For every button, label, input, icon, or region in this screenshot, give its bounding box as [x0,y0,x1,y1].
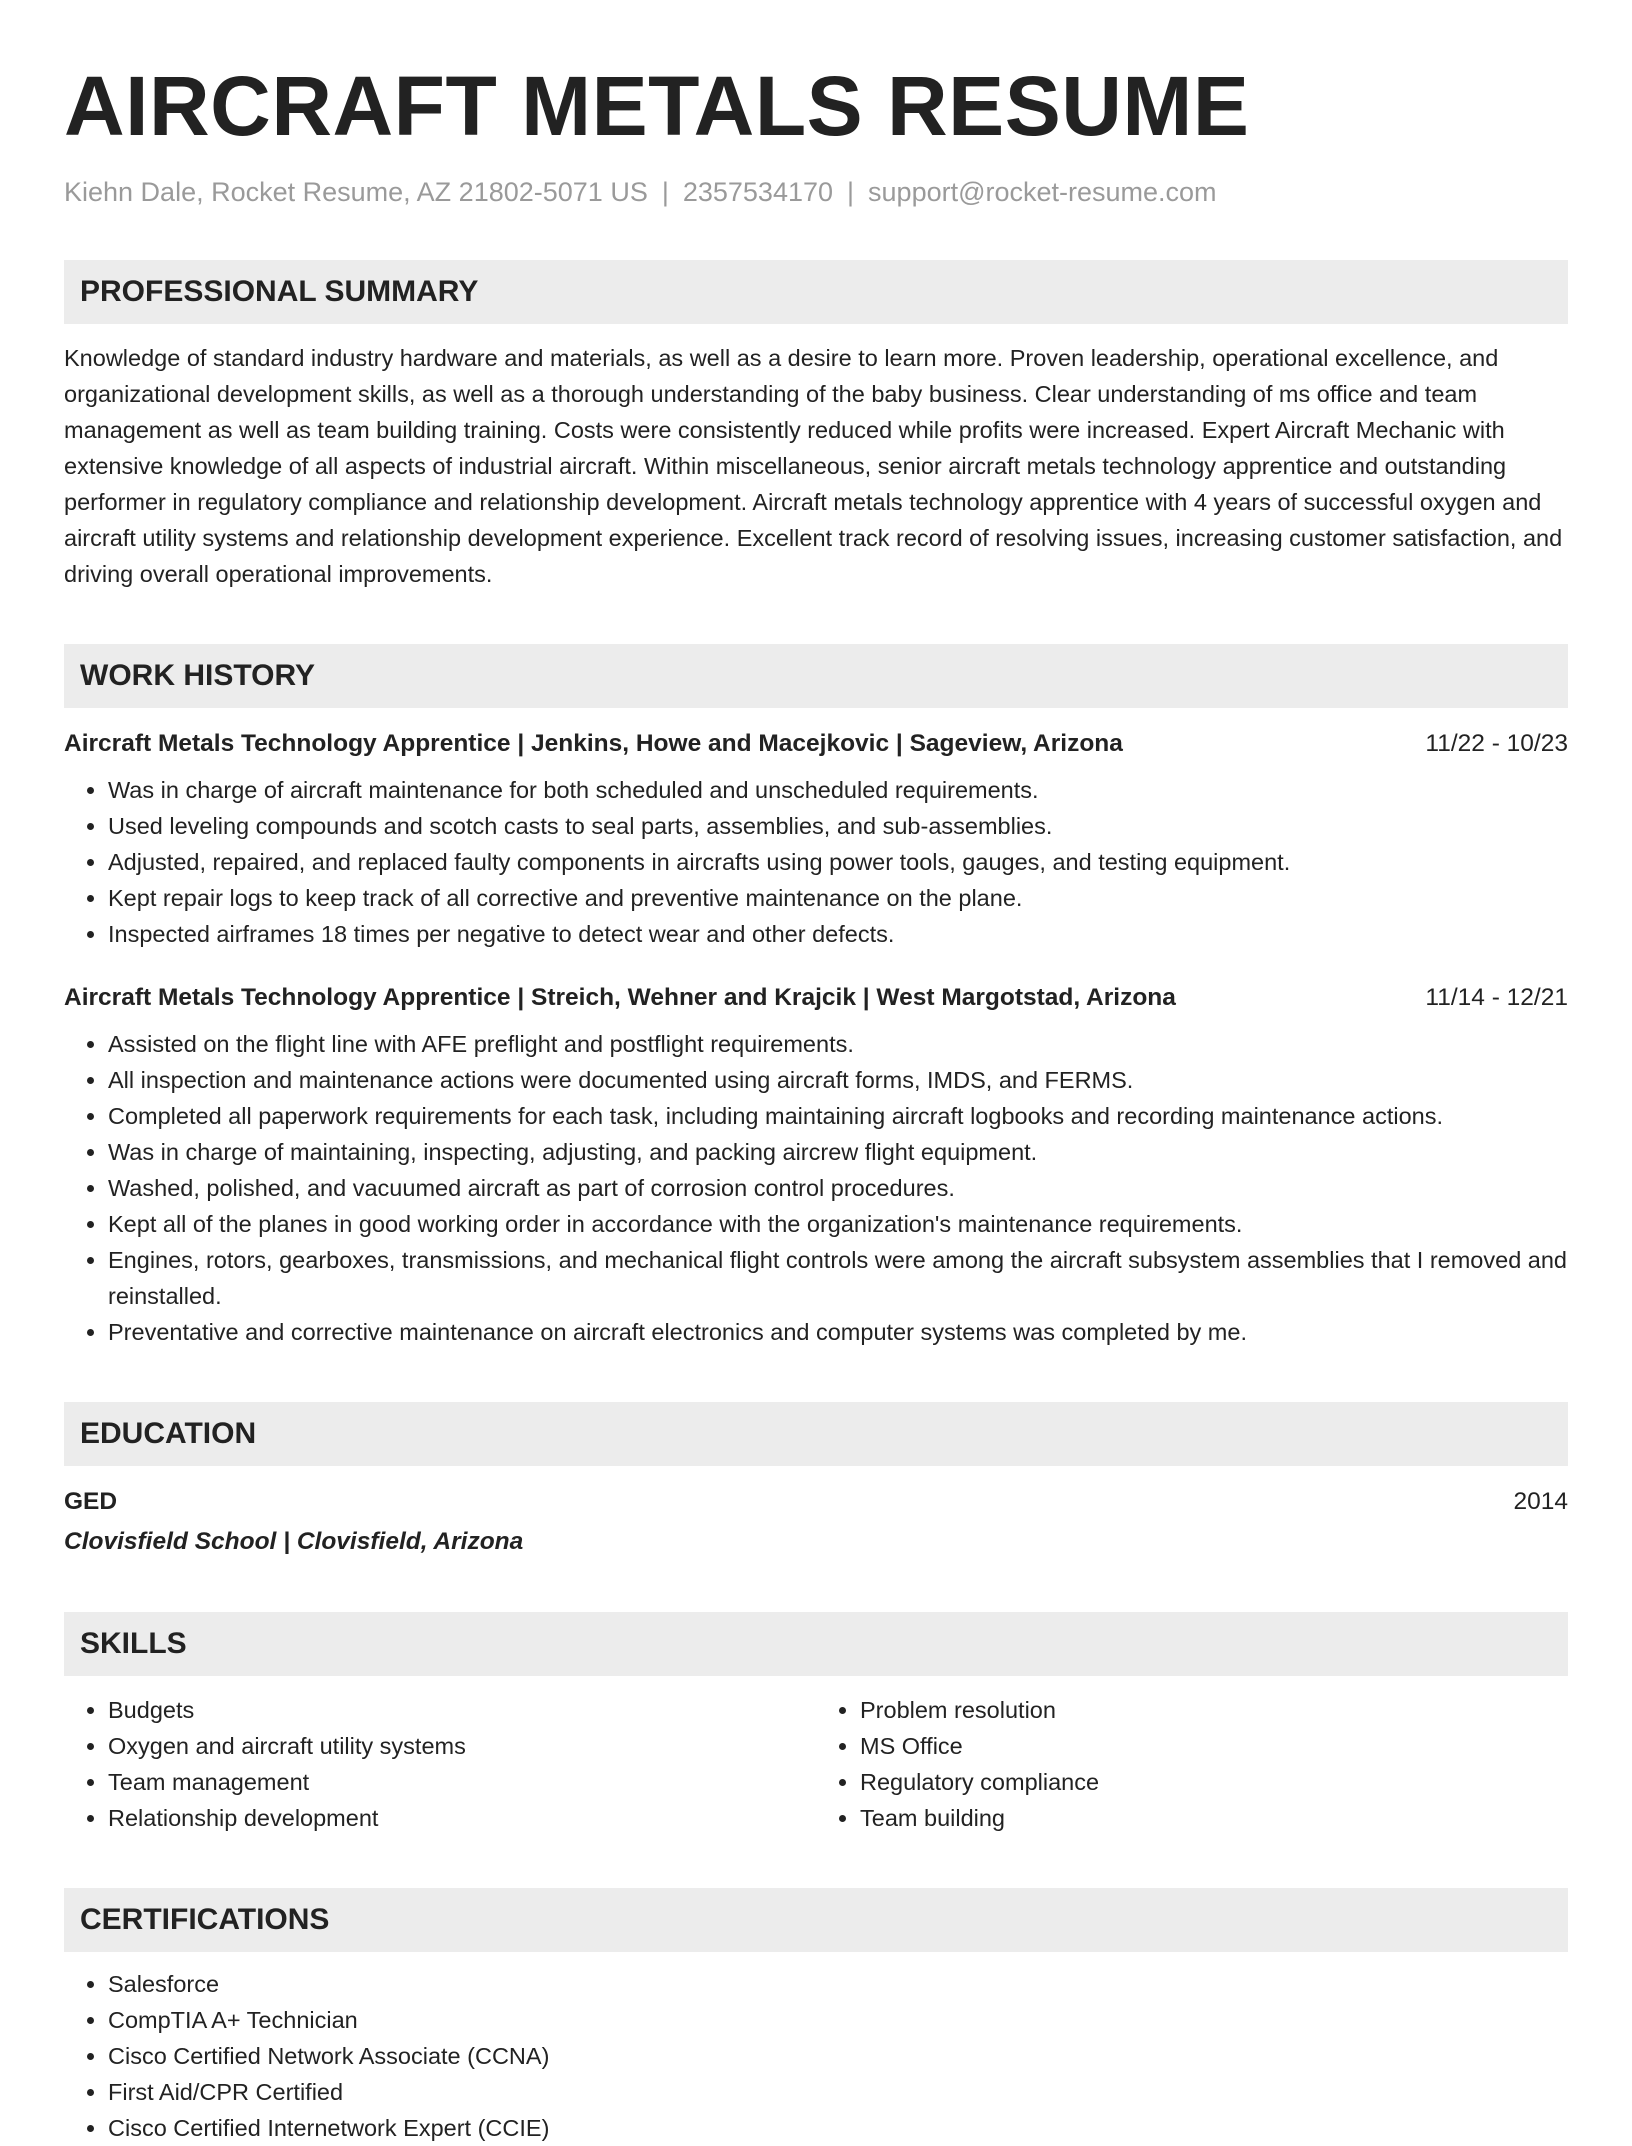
education-year: 2014 [1513,1488,1568,1515]
education-school: Clovisfield School | Clovisfield, Arizona [64,1528,524,1555]
job-entry [64,726,1568,952]
contact-phone: 2357534170 [682,177,834,207]
list-item: • All inspection and maintenance actions were documented using aircraft forms, IMDS, and FERMS. [108,1062,1568,1098]
skills-list-right [816,1692,1568,1836]
job-header [64,726,1568,762]
list-item: • Used leveling compounds and scotch casts to seal parts, assemblies, and sub-assemblies. [108,808,1568,844]
list-item: • Adjusted, repaired, and replaced faulty components in aircrafts using power tools, gauges, and testing equipment. [108,844,1568,880]
list-item: • Engines, rotors, gearboxes, transmissions, and mechanical flight controls were among the aircraft subsystem assemblies that I removed and reinstalled. [108,1242,1568,1314]
list-item: • Washed, polished, and vacuumed aircraft as part of corrosion control procedures. [108,1170,1568,1206]
list-item: • Team building [860,1800,1568,1836]
job-header [64,980,1568,1016]
skills-list-left [64,1692,816,1836]
contact-separator: | [847,177,855,207]
contact-separator: | [661,177,669,207]
list-item: • Was in charge of aircraft maintenance for both scheduled and unscheduled requirements. [108,772,1568,808]
education-entry [64,1484,1568,1560]
section-header-certifications: CERTIFICATIONS [64,1888,1568,1952]
list-item: • Cisco Certified Internetwork Expert (CCIE) [108,2110,1568,2146]
contact-address: Kiehn Dale, Rocket Resume, AZ 21802-5071 US [64,177,648,207]
education-header [64,1484,1568,1520]
certifications-list [64,1966,1568,2146]
list-item: • Kept repair logs to keep track of all corrective and preventive maintenance on the plane. [108,880,1568,916]
list-item: • Completed all paperwork requirements for each task, including maintaining aircraft logbooks and recording maintenance actions. [108,1098,1568,1134]
education-degree: GED [64,1488,118,1515]
list-item: • CompTIA A+ Technician [108,2002,1568,2038]
skills-columns [64,1692,1568,1836]
job-title: Aircraft Metals Technology Apprentice | Jenkins, Howe and Macejkovic | Sageview, Arizona [64,730,1123,757]
list-item: • Budgets [108,1692,816,1728]
job-bullets [64,1026,1568,1350]
contact-line [64,174,1568,210]
job-entry [64,980,1568,1350]
section-header-summary: PROFESSIONAL SUMMARY [64,260,1568,324]
list-item: • Cisco Certified Network Associate (CCNA) [108,2038,1568,2074]
job-dates: 11/14 - 12/21 [1425,984,1568,1011]
list-item: • Preventative and corrective maintenance on aircraft electronics and computer systems was completed by me. [108,1314,1568,1350]
list-item: • Kept all of the planes in good working order in accordance with the organization's maintenance requirements. [108,1206,1568,1242]
list-item: • Oxygen and aircraft utility systems [108,1728,816,1764]
certifications-section [64,1966,1568,2146]
job-title: Aircraft Metals Technology Apprentice | Streich, Wehner and Krajcik | West Margotstad, Arizona [64,984,1176,1011]
section-header-work-history: WORK HISTORY [64,644,1568,708]
job-bullets [64,772,1568,952]
section-header-skills: SKILLS [64,1612,1568,1676]
section-header-education: EDUCATION [64,1402,1568,1466]
list-item: • Regulatory compliance [860,1764,1568,1800]
list-item: • Team management [108,1764,816,1800]
resume-title: AIRCRAFT METALS RESUME [64,59,1250,153]
list-item: • Assisted on the flight line with AFE preflight and postflight requirements. [108,1026,1568,1062]
list-item: • Was in charge of maintaining, inspecting, adjusting, and packing aircrew flight equipment. [108,1134,1568,1170]
summary-text: Knowledge of standard industry hardware and materials, as well as a desire to learn more. Proven leadership, operational excellence, and organizational development skills, as well as a thorough understanding of the baby business. Clear understanding of ms office and team management as well as team building training. Costs were consistently reduced while profits were increased. Expert Aircraft Mechanic with extensive knowledge of all aspects of industrial aircraft. Within miscellaneous, senior aircraft metals technology apprentice and outstanding performer in regulatory compliance and relationship development. Aircraft metals technology apprentice with 4 years of successful oxygen and aircraft utility systems and relationship development experience. Excellent track record of resolving issues, increasing customer satisfaction, and driving overall operational improvements. [64,345,1563,587]
job-dates: 11/22 - 10/23 [1425,730,1568,757]
list-item: • Problem resolution [860,1692,1568,1728]
list-item: • Inspected airframes 18 times per negative to detect wear and other defects. [108,916,1568,952]
list-item: • Relationship development [108,1800,816,1836]
list-item: • MS Office [860,1728,1568,1764]
list-item: • Salesforce [108,1966,1568,2002]
list-item: • First Aid/CPR Certified [108,2074,1568,2110]
contact-email: support@rocket-resume.com [868,177,1217,207]
